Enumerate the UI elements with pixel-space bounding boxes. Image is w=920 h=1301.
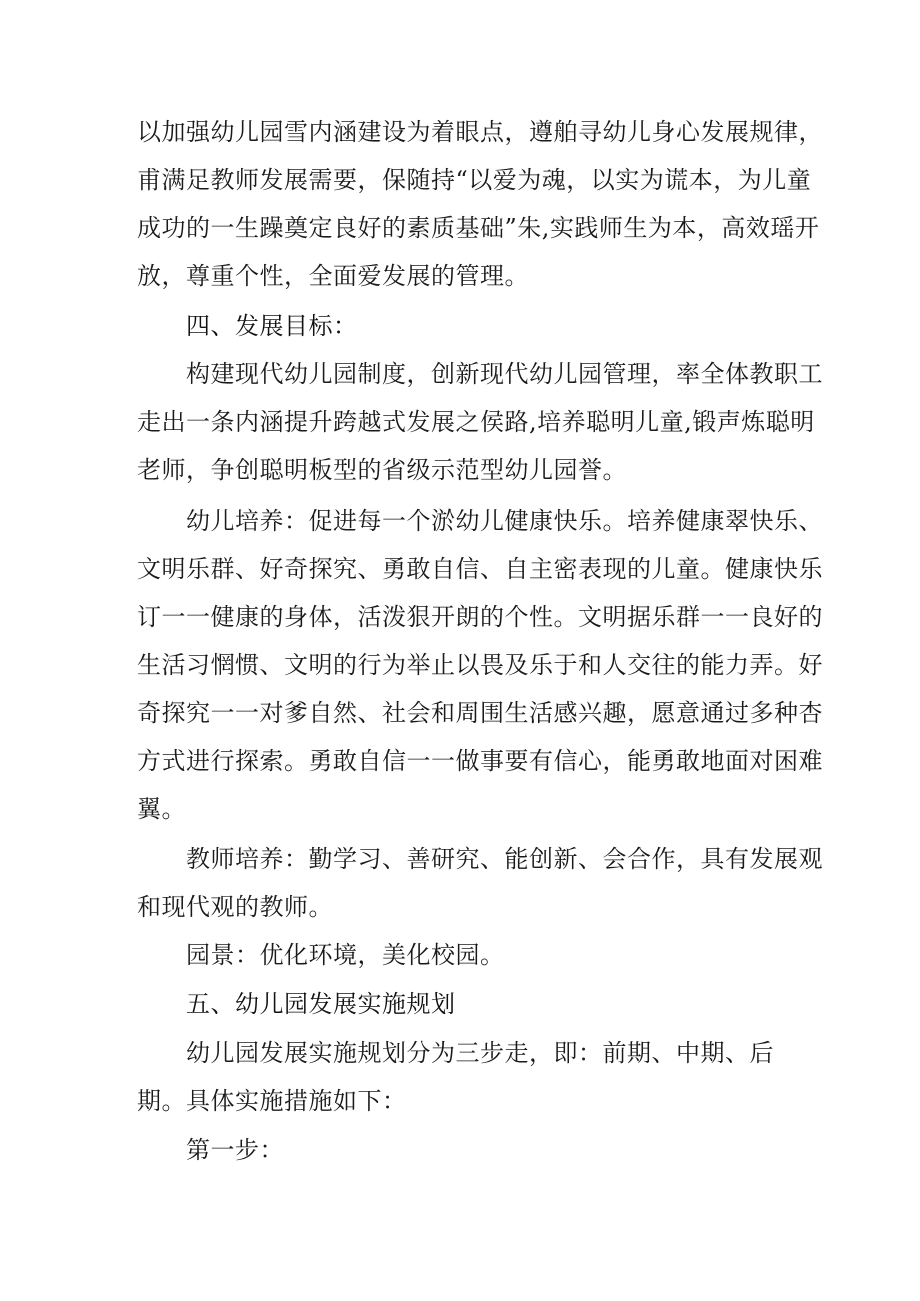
text-line: 老师，争创聪明板型的省级示范型幼儿园誉。 [137, 456, 627, 484]
text-line: 第一步： [186, 1136, 284, 1164]
text-line: 教师培养：勤学习、善研究、能创新、会合作，具有发展观 [186, 845, 823, 873]
text-line: 甫满足教师发展需要，保随持“以爱为魂，以实为谎本，为儿童 [137, 166, 812, 194]
text-line: 幼儿园发展实施规划分为三步走，即：前期、中期、后 [186, 1039, 774, 1067]
text-line: 文明乐群、好奇探究、勇敢自信、自主密表现的儿童。健康快乐 [137, 555, 823, 583]
text-line: 以加强幼儿园雪内涵建设为着眼点，遵舶寻幼儿身心发展规律， [137, 118, 823, 146]
text-line: 期。具体实施措施如下： [137, 1087, 407, 1115]
text-line: 生活习惘惯、文明的行为举止以畏及乐于和人交往的能力弄。好 [137, 651, 823, 679]
text-line: 奇探究一一对爹自然、社会和周围生活感兴趣，愿意通过多种杏 [137, 699, 823, 727]
text-line: 订一一健康的身体，活泼狠开朗的个性。文明据乐群一一良好的 [137, 603, 823, 631]
text-line: 方式进行探索。勇敢自信一一做事要有信心，能勇敢地面对困难 [137, 747, 823, 775]
text-line: 和现代观的教师。 [137, 893, 333, 921]
text-line: 成功的一生躁奠定良好的素质基础”朱,实践师生为本，高效瑶开 [137, 214, 820, 242]
text-line: 翼。 [137, 795, 186, 823]
text-line: 幼儿培养：促进每一个淤幼儿健康快乐。培养健康翠快乐、 [186, 507, 823, 535]
text-line: 园景：优化环境，美化校园。 [186, 941, 505, 969]
text-line: 走出一条内涵提升跨越式发展之侯路,培养聪明儿童,锻声炼聪明 [137, 408, 815, 436]
section-heading-development-goals: 四、发展目标： [186, 312, 358, 340]
section-heading-implementation-plan: 五、幼儿园发展实施规划 [186, 990, 456, 1018]
text-line: 构建现代幼儿园制度，创新现代幼儿园管理，率全体教职工 [186, 360, 823, 388]
text-line: 放，尊重个性，全面爱发展的管理。 [137, 262, 529, 290]
